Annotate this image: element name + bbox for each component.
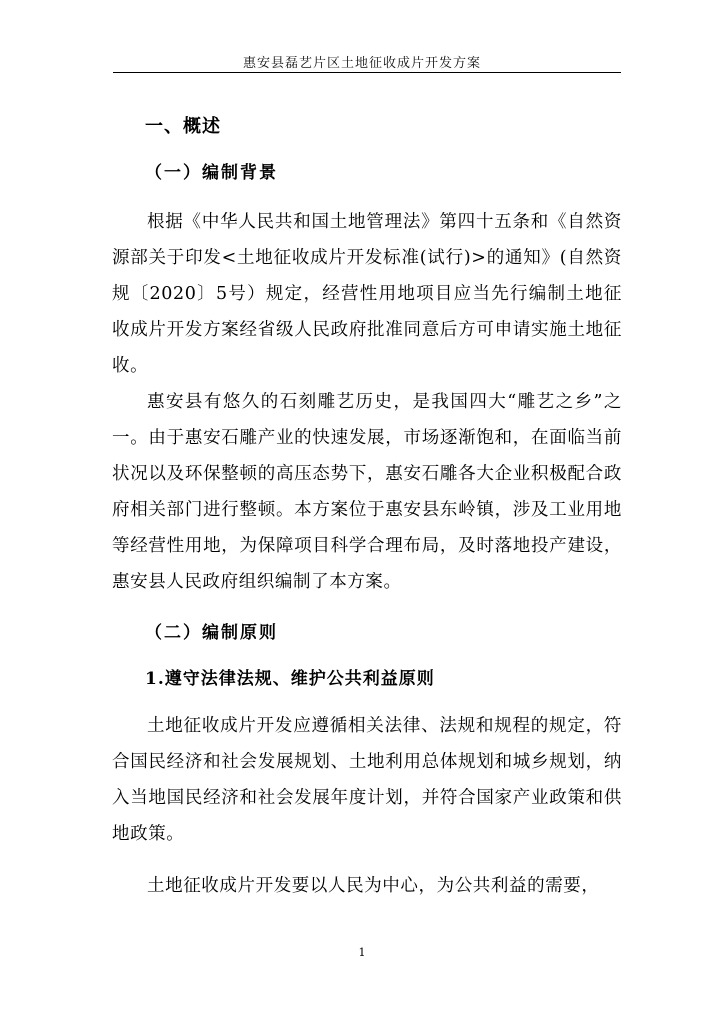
paragraph-stone-carving-history: 惠安县有悠久的石刻雕艺历史，是我国四大“雕艺之乡”之一。由于惠安石雕产业的快速发展，市场逐渐饱和，在面临当前状况以及环保整顿的高压态势下，惠安石雕各大企业积极配合政府相关部门进行整顿。本方案位于惠安县东岭镇，涉及工业用地等经营性用地，为保障项目科学合理布局，及时落地投产建设，惠安县人民政府组织编制了本方案。 — [112, 392, 622, 592]
paragraph-legal-basis: 根据《中华人民共和国土地管理法》第四十五条和《自然资源部关于印发<土地征收成片开发标准(试行)>的通知》(自然资规〔2020〕5号）规定，经营性用地项目应当先行编制土地征收成片开发方案经省级人民政府批准同意后方可申请实施土地征收。 — [112, 212, 622, 376]
subsection-heading-background: （一）编制背景 — [145, 163, 278, 183]
paragraph-principle-compliance: 土地征收成片开发应遵循相关法律、法规和规程的规定，符合国民经济和社会发展规划、土地利用总体规划和城乡规划，纳入当地国民经济和社会发展年度计划，并符合国家产业政策和供地政策。 — [112, 716, 622, 844]
subsection-heading-principles: （二）编制原则 — [145, 623, 278, 643]
paragraph-public-interest: 土地征收成片开发要以人民为中心，为公共利益的需要， — [147, 876, 600, 896]
page-number: 1 — [358, 946, 366, 959]
header-divider — [113, 72, 621, 73]
section-heading-overview: 一、概述 — [145, 116, 221, 137]
principle-heading-1: 1.遵守法律法规、维护公共利益原则 — [145, 669, 435, 689]
running-header: 惠安县磊艺片区土地征收成片开发方案 — [242, 56, 481, 71]
